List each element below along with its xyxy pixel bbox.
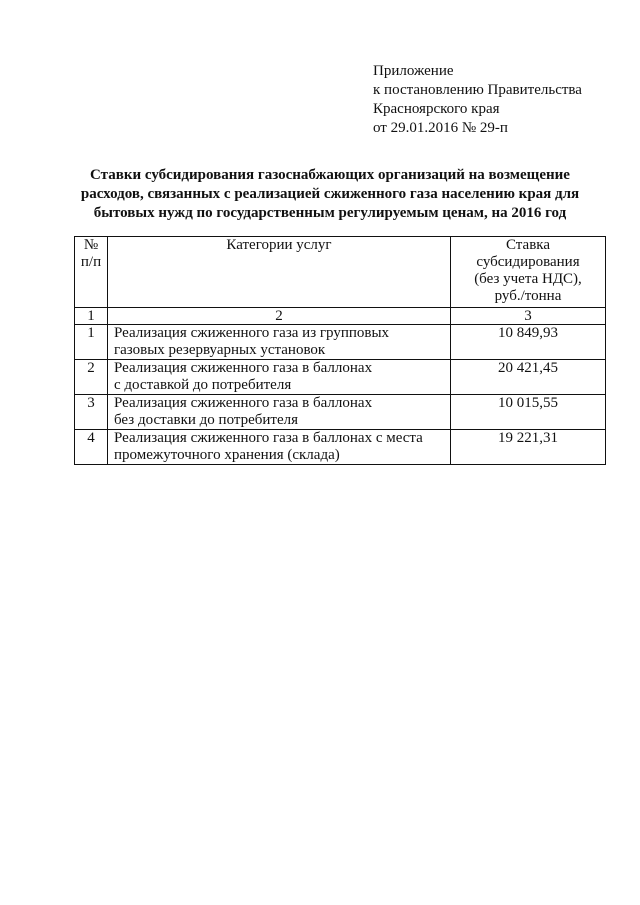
header-rate-line: руб./тонна <box>494 288 562 304</box>
title-line: бытовых нужд по государственным регулируемым ценам, на 2016 год <box>93 205 567 221</box>
header-rate-line: (без учета НДС), <box>474 271 582 287</box>
header-rate-line: субсидирования <box>476 254 580 270</box>
category-line: Реализация сжиженного газа в баллонах <box>114 395 373 411</box>
column-number-row <box>75 308 606 325</box>
appendix-line: от 29.01.2016 № 29-п <box>373 120 508 136</box>
table-row <box>75 325 606 360</box>
category-line: Реализация сжиженного газа в баллонах <box>114 360 373 376</box>
table-header-row <box>75 237 606 308</box>
category-line: промежуточного хранения (склада) <box>114 447 340 463</box>
row-rate: 19 221,31 <box>451 430 606 465</box>
row-rate: 20 421,45 <box>451 360 606 395</box>
table-row <box>75 430 606 465</box>
row-number: 2 <box>75 360 108 395</box>
header-rate-line: Ставка <box>505 237 550 253</box>
column-number: 3 <box>451 308 606 325</box>
title-line: расходов, связанных с реализацией сжиженного газа населению края для <box>80 186 580 202</box>
row-rate: 10 015,55 <box>451 395 606 430</box>
category-line: Реализация сжиженного газа из групповых <box>114 325 390 341</box>
header-number <box>75 237 108 308</box>
appendix-note <box>373 62 582 138</box>
column-number: 2 <box>108 308 451 325</box>
header-number-line: п/п <box>80 254 102 270</box>
document-title <box>60 166 600 223</box>
header-category: Категории услуг <box>108 237 451 308</box>
category-line: с доставкой до потребителя <box>114 377 292 393</box>
row-category <box>108 395 451 430</box>
category-line: без доставки до потребителя <box>114 412 299 428</box>
row-category <box>108 325 451 360</box>
header-rate <box>451 237 606 308</box>
row-number: 3 <box>75 395 108 430</box>
row-number: 4 <box>75 430 108 465</box>
appendix-line: к постановлению Правительства <box>373 82 582 98</box>
appendix-line: Красноярского края <box>373 101 500 117</box>
column-number: 1 <box>75 308 108 325</box>
category-line: газовых резервуарных установок <box>114 342 326 358</box>
appendix-line: Приложение <box>373 63 454 79</box>
table-row <box>75 395 606 430</box>
table-row <box>75 360 606 395</box>
title-line: Ставки субсидирования газоснабжающих организаций на возмещение <box>90 167 570 183</box>
rates-table <box>74 236 606 465</box>
row-rate: 10 849,93 <box>451 325 606 360</box>
row-category <box>108 360 451 395</box>
row-number: 1 <box>75 325 108 360</box>
row-category <box>108 430 451 465</box>
header-number-line: № <box>83 237 99 253</box>
category-line: Реализация сжиженного газа в баллонах с места <box>114 430 423 446</box>
